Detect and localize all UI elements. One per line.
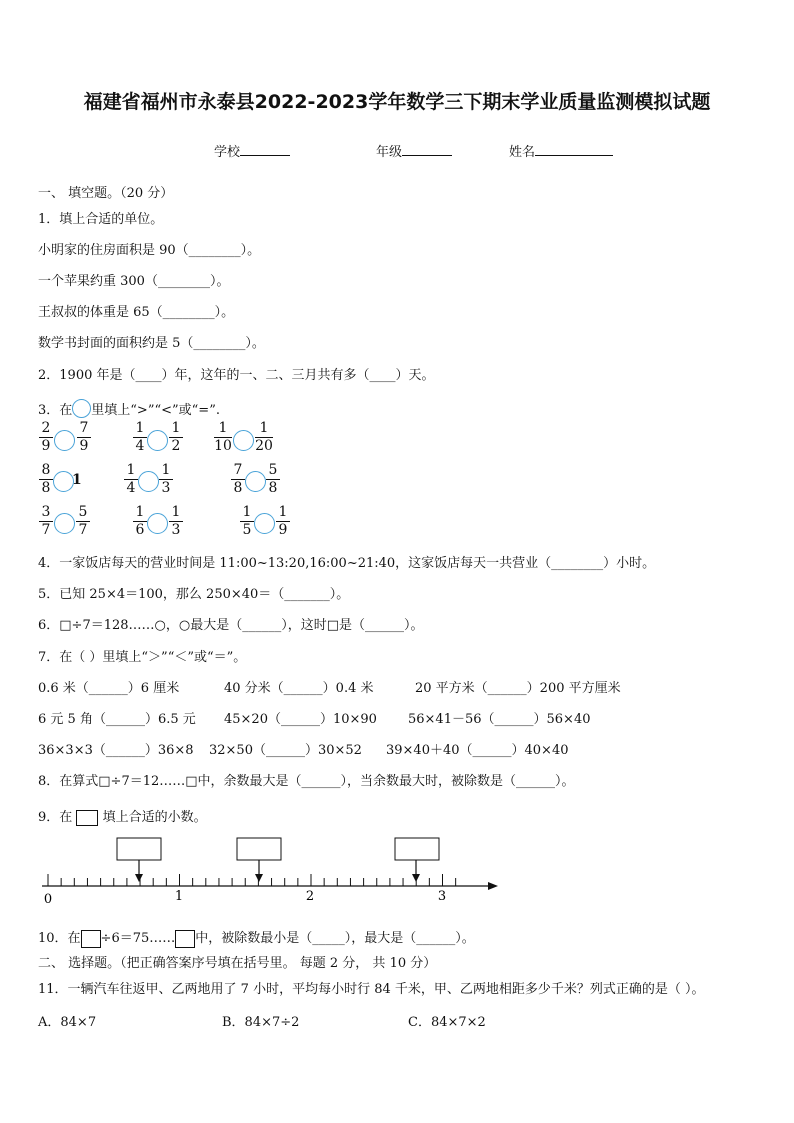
q1-d: 数学书封面的面积约是 5（________）。	[38, 336, 265, 351]
q5: 5．已知 25×4＝100，那么 250×40＝（_______）。	[38, 587, 350, 602]
q7-row1-a: 0.6 米（______）6 厘米	[38, 681, 180, 696]
q7-row1-b: 40 分米（______）0.4 米	[224, 681, 374, 696]
name-field	[509, 141, 613, 160]
fraction: $\frac{1}{4}$	[124, 463, 138, 496]
fraction: $\frac{1}{2}$	[169, 421, 183, 454]
q7-row3-c: 39×40＋40（______）40×40	[386, 743, 569, 758]
q7-row2-c: 56×41－56（______）56×40	[408, 712, 591, 727]
fraction: $\frac{5}{8}$	[266, 463, 280, 496]
q7-row2-b: 45×20（______）10×90	[224, 712, 377, 727]
fraction: $\frac{7}{8}$	[231, 463, 245, 496]
circle-icon	[72, 399, 91, 418]
answer-box-2	[237, 838, 281, 860]
q9-post: 填上合适的小数。	[102, 810, 207, 825]
answer-box-3	[395, 838, 439, 860]
q7-row3-a: 36×3×3（______）36×8	[38, 743, 194, 758]
box-icon	[76, 810, 98, 826]
tick-label-3: 3	[437, 889, 447, 904]
number-one: 1	[72, 472, 82, 488]
q3-post: 里填上“>”“<”或“=”.	[91, 403, 220, 418]
box-icon	[175, 930, 195, 948]
compare-circle[interactable]	[233, 430, 254, 451]
q10	[38, 927, 475, 948]
down-arrow-icon	[255, 874, 263, 882]
arrow-icon	[488, 882, 498, 890]
compare-circle[interactable]	[245, 471, 266, 492]
compare-circle[interactable]	[254, 513, 275, 534]
q9-pre: 9．在	[38, 810, 73, 825]
grade-field	[376, 141, 452, 160]
tick-label-2: 2	[305, 889, 315, 904]
compare-circle[interactable]	[54, 430, 75, 451]
section2-heading: 二、 选择题。（把正确答案序号填在括号里。 每题 2 分， 共 10 分）	[38, 956, 437, 971]
option-a[interactable]: A．84×7	[38, 1015, 97, 1030]
school-field	[214, 141, 290, 160]
fraction: $\frac{2}{9}$	[39, 421, 53, 454]
option-b[interactable]: B．84×7÷2	[222, 1015, 300, 1030]
compare-circle[interactable]	[53, 471, 74, 492]
fraction: $\frac{5}{7}$	[76, 505, 90, 538]
down-arrow-icon	[412, 874, 420, 882]
down-arrow-icon	[135, 874, 143, 882]
q2: 2．1900 年是（____）年，这年的一、二、三月共有多（____）天。	[38, 368, 435, 383]
q3-pre: 3．在	[38, 403, 73, 418]
page-title: 福建省福州市永泰县2022-2023学年数学三下期末学业质量监测模拟试题	[83, 91, 711, 113]
number-line	[36, 836, 506, 908]
q10-a: 10．在	[38, 931, 81, 946]
q1-c: 王叔叔的体重是 65（________）。	[38, 305, 235, 320]
q1-stem: 1．填上合适的单位。	[38, 212, 164, 227]
q11: 11．一辆汽车往返甲、乙两地用了 7 小时，平均每小时行 84 千米，甲、乙两地相距多少千米？列式正确的是（ ）。	[38, 982, 705, 997]
q4: 4．一家饭店每天的营业时间是 11:00~13:20,16:00~21:40，这家饭店每天一共营业（________）小时。	[38, 556, 656, 571]
q3-stem	[38, 395, 220, 418]
q9-stem	[38, 806, 207, 826]
fraction: $\frac{1}{3}$	[169, 505, 183, 538]
compare-circle[interactable]	[138, 471, 159, 492]
fraction: $\frac{1}{4}$	[133, 421, 147, 454]
school-label: 学校	[214, 145, 241, 160]
q7-row3-b: 32×50（______）30×52	[209, 743, 362, 758]
compare-circle[interactable]	[147, 513, 168, 534]
option-c[interactable]: C．84×7×2	[408, 1015, 486, 1030]
fraction: $\frac{1}{3}$	[159, 463, 173, 496]
grade-label: 年级	[376, 145, 403, 160]
q7-stem: 7．在（ ）里填上“＞”“＜”或“＝”。	[38, 650, 247, 665]
q10-b: ÷6＝75……	[100, 931, 176, 946]
fraction: $\frac{1}{20}$	[255, 420, 273, 454]
name-label: 姓名	[509, 145, 536, 160]
section1-heading: 一、 填空题。（20 分）	[38, 186, 174, 201]
fraction: $\frac{8}{8}$	[39, 463, 53, 496]
tick-label-1: 1	[174, 889, 184, 904]
fraction: $\frac{1}{9}$	[276, 505, 290, 538]
box-icon	[81, 930, 101, 948]
q8: 8．在算式□÷7＝12……□中，余数最大是（______），当余数最大时，被除数是（______）。	[38, 774, 575, 789]
q7-row1-c: 20 平方米（______）200 平方厘米	[415, 681, 621, 696]
q1-b: 一个苹果约重 300（________）。	[38, 274, 230, 289]
fraction: $\frac{3}{7}$	[39, 505, 53, 538]
q1-a: 小明家的住房面积是 90（________）。	[38, 243, 261, 258]
compare-circle[interactable]	[147, 430, 168, 451]
answer-box-1	[117, 838, 161, 860]
fraction: $\frac{7}{9}$	[77, 421, 91, 454]
fraction: $\frac{1}{6}$	[133, 505, 147, 538]
fraction: $\frac{1}{5}$	[240, 505, 254, 538]
tick-label-0: 0	[43, 892, 53, 907]
q6: 6．□÷7＝128……○，○最大是（______），这时□是（______）。	[38, 618, 424, 633]
q7-row2-a: 6 元 5 角（______）6.5 元	[38, 712, 196, 727]
fraction: $\frac{1}{10}$	[214, 420, 232, 454]
q10-c: 中，被除数最小是（_____），最大是（______）。	[195, 931, 475, 946]
tick-marks	[48, 874, 456, 886]
compare-circle[interactable]	[54, 513, 75, 534]
